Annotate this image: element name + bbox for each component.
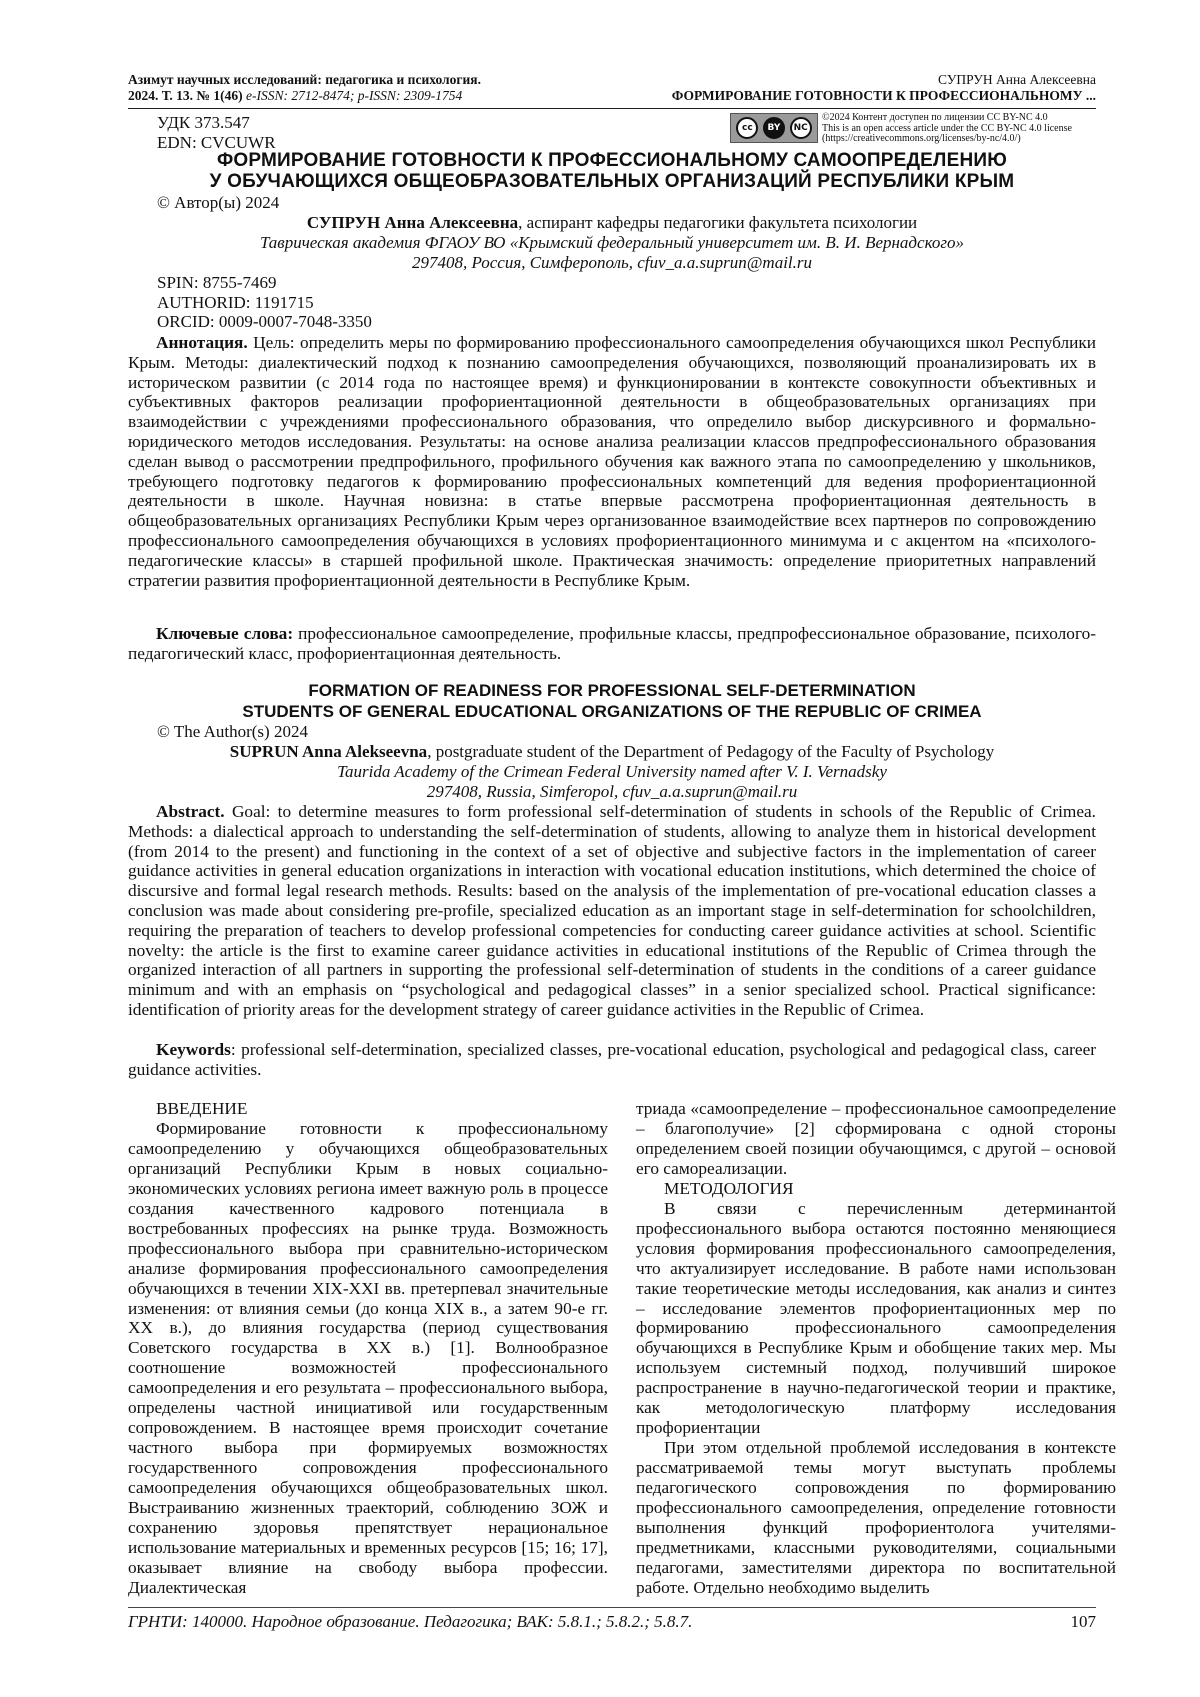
journal-issue (128, 88, 481, 104)
keywords-text-ru: профессиональное самоопределение, профильные классы, предпрофессиональное образование, психолого-педагогический класс, профориентационная деятельность. (128, 624, 1096, 663)
keywords-label-ru: Ключевые слова: (156, 624, 294, 643)
running-title: ФОРМИРОВАНИЕ ГОТОВНОСТИ К ПРОФЕССИОНАЛЬНОМУ ... (671, 88, 1096, 103)
author-identifiers (157, 273, 372, 332)
journal-name: Азимут научных исследований: педагогика и психология. (128, 72, 481, 87)
affiliation-ru-2: 297408, Россия, Симферополь, cfuv_a.a.suprun@mail.ru (411, 253, 813, 272)
spin-id: SPIN: 8755-7469 (157, 273, 277, 292)
author-role-ru: , аспирант кафедры педагогики факультета психологии (518, 213, 918, 232)
section-heading-methodology: МЕТОДОЛОГИЯ (664, 1178, 794, 1198)
continued-paragraph: триада «самоопределение – профессиональное самоопределение – благополучие» [2] сформирована с одной стороны определением своей позиции обучающимся, с другой – основой его самореализации. (636, 1099, 1116, 1178)
udk-block (157, 113, 276, 153)
edn-code: EDN: CVCUWR (157, 133, 276, 152)
license-line-ru: ©2024 Контент доступен по лицензии CC BY-NC 4.0 (822, 112, 1048, 123)
keywords-en (128, 1040, 1096, 1080)
running-author: СУПРУН Анна Алексеевна (938, 72, 1096, 87)
udk-code: УДК 373.547 (157, 113, 250, 132)
methodology-paragraph-1: В связи с перечисленным детерминантой профессионального выбора остаются постоянно меняющиеся условия формирования профессионального самоопределения, что актуализирует исследование. В работе нами использован такие теоретические методы исследования, как анализ и синтез – исследование элементов профориентационных мер по формированию профессионального самоопределения обучающихся в Республике Крым и обобщение таких мер. Мы используем системный подход, получивший широкое распространение в научно-педагогической теории и практике, как методологическую платформу исследования профориентации (636, 1198, 1116, 1438)
license-url[interactable]: (https://creativecommons.org/licenses/by-nc/4.0/) (822, 133, 1021, 144)
license-block (730, 113, 1122, 145)
license-line-en: This is an open access article under the CC BY-NC 4.0 license (822, 122, 1072, 134)
running-header-right (672, 72, 1096, 104)
title-en-line1: FORMATION OF READINESS FOR PROFESSIONAL SELF-DETERMINATION (308, 681, 916, 700)
body-column-left (128, 1099, 608, 1598)
footer-classification: ГРНТИ: 140000. Народное образование. Педагогика; ВАК: 5.8.1.; 5.8.2.; 5.8.7. (128, 1612, 693, 1631)
abstract-text-en: Goal: to determine measures to form professional self-determination of students in schools of the Republic of Crimea. Methods: a dialectical approach to understanding the self-determination of students, allowing to analyze them in historical development (from 2014 to the present) and functioning in the context of a set of objective and subjective factors in the implementation of career guidance activities in general education organizations in interaction with vocational education institutions, which determined the choice of discursive and formal legal research methods. Results: based on the analysis of the implementation of pre-vocational education classes a conclusion was made about considering pre-profile, specialized education as an important stage in self-determination for schoolchildren, requiring the preparation of teachers to develop professional competencies for conducting career guidance activities at school. Scientific novelty: the article is the first to examine career guidance activities in educational institutions of the Republic of Crimea through the organized interaction of all partners in supporting the professional self-determination of students in the conditions of a career guidance minimum and with an emphasis on “psychological and pedagogical classes” in a senior specialized school. Practical significance: identification of priority areas for the development strategy of career guidance activities in the Republic of Crimea. (128, 802, 1096, 1019)
footer-divider (128, 1607, 1096, 1608)
abstract-label-ru: Аннотация. (156, 333, 248, 352)
cc-icon: cc (736, 117, 758, 139)
affiliation-ru-1: Таврическая академия ФГАОУ ВО «Крымский федеральный университет им. В. И. Вернадского» (259, 233, 965, 252)
abstract-text-ru: Цель: определить меры по формированию профессионального самоопределения обучающихся школ Республики Крым. Методы: диалектический подход к познанию самоопределения обучающихся, позволяющий проанализировать их в историческом развитии (с 2014 года по настоящее время) и функционировании в контексте совокупности объективных и субъективных факторов реализации профориентационной деятельности в общеобразовательных организациях при взаимодействии с учреждениями профессионального образования, что определило выбор дискурсивного и формально-юридического методов исследования. Результаты: на основе анализа реализации классов предпрофессионального образования сделан вывод о рассмотрении предпрофильного, профильного обучения как важного этапа по самоопределению у школьников, требующего подготовку педагогов к формированию профессиональных компетенций для ведения профориентационной деятельности в школе. Научная новизна: в статье впервые рассмотрена профориентационная деятельность в общеобразовательных организациях Республики Крым через организованное взаимодействие всех партнеров по сопровождению профессионального самоопределения обучающихся в условиях профориентационного минимума и с акцентом на «психолого-педагогические классы» в старшей профильной школе. Практическая значимость: определение приоритетных направлений стратегии развития профориентационной деятельности в Республике Крым. (128, 333, 1096, 590)
page-number: 107 (1070, 1612, 1096, 1631)
intro-paragraph: Формирование готовности к профессиональному самоопределению у обучающихся общеобразовательных организаций Республики Крым в новых социально-экономических условиях региона имеет важную роль в процессе создания качественного кадрового потенциала в востребованных профессиях на рынке труда. Возможность профессионального выбора при сравнительно-историческом анализе формирования профессионального самоопределения обучающихся в течении XIX-XXI вв. претерпевал значительные изменения: от влияния семьи (до конца XIX в., а затем 90-е гг. XX в.), до влияния государства (период существования Советского государства в XX в.) [1]. Волнообразное соотношение возможностей профессионального самоопределения и его результата – профессионального выбора, определены частной инициативой или государственным сопровождением. В настоящее время происходит сочетание частного выбора при формируемых возможностях государственного сопровождения профессионального самоопределения обучающихся общеобразовательных школ. Выстраиванию жизненных траекторий, соблюдению ЗОЖ и сохранению здоровья препятствует нерациональное использование материальных и временных ресурсов [15; 16; 17], оказывает влияние на свободу выбора профессии. Диалектическая (128, 1118, 608, 1597)
copyright-ru: © Автор(ы) 2024 (157, 193, 280, 212)
article-title-ru (128, 150, 1096, 192)
body-column-right (636, 1099, 1116, 1598)
running-header-left (128, 72, 481, 104)
section-heading-intro: ВВЕДЕНИЕ (156, 1099, 248, 1118)
author-id: AUTHORID: 1191715 (157, 292, 314, 312)
title-ru-line1: ФОРМИРОВАНИЕ ГОТОВНОСТИ К ПРОФЕССИОНАЛЬНОМУ САМООПРЕДЕЛЕНИЮ (216, 150, 1008, 171)
license-text (822, 113, 1122, 145)
orcid-id: ORCID: 0009-0007-7048-3350 (157, 312, 372, 331)
by-icon: BY (763, 117, 785, 139)
journal-issn: e-ISSN: 2712-8474; p-ISSN: 2309-1754 (245, 88, 463, 103)
abstract-en (128, 802, 1096, 1020)
author-line-en (128, 742, 1096, 762)
abstract-ru (128, 333, 1096, 590)
keywords-text-en: : professional self-determination, specialized classes, pre-vocational education, psychological and pedagogical class, career guidance activities. (128, 1040, 1096, 1079)
author-role-en: , postgraduate student of the Department of Pedagogy of the Faculty of Psychology (427, 742, 995, 761)
article-title-en (128, 680, 1096, 722)
author-name-en: SUPRUN Anna Alekseevna (229, 742, 428, 761)
title-ru-line2: У ОБУЧАЮЩИХСЯ ОБЩЕОБРАЗОВАТЕЛЬНЫХ ОРГАНИЗАЦИЙ РЕСПУБЛИКИ КРЫМ (209, 171, 1015, 192)
affiliation-en-2: 297408, Russia, Simferopol, cfuv_a.a.suprun@mail.ru (426, 782, 798, 801)
author-line-ru (128, 213, 1096, 233)
title-en-line2: STUDENTS OF GENERAL EDUCATIONAL ORGANIZATIONS OF THE REPUBLIC OF CRIMEA (242, 702, 982, 721)
affiliation-en-1: Taurida Academy of the Crimean Federal University named after V. I. Vernadsky (337, 762, 887, 781)
keywords-ru (128, 624, 1096, 664)
methodology-paragraph-2: При этом отдельной проблемой исследования в контексте рассматриваемой темы могут выступать проблемы педагогического сопровождения по формированию профессионального самоопределения, определение готовности выполнения функций профориентолога учителями-предметниками, классными руководителями, социальными педагогами, заместителями директора по воспитательной работе. Отдельно необходимо выделить (636, 1438, 1116, 1597)
author-name-ru: СУПРУН Анна Алексеевна (306, 213, 519, 232)
nc-icon: NC (790, 117, 812, 139)
abstract-label-en: Abstract. (156, 802, 225, 821)
journal-volume: 2024. Т. 13. № 1(46) (128, 88, 243, 103)
header-divider (128, 108, 1096, 109)
copyright-en: © The Author(s) 2024 (157, 722, 308, 741)
keywords-label-en: Keywords (156, 1040, 231, 1059)
cc-by-nc-license-icon[interactable] (730, 113, 818, 143)
